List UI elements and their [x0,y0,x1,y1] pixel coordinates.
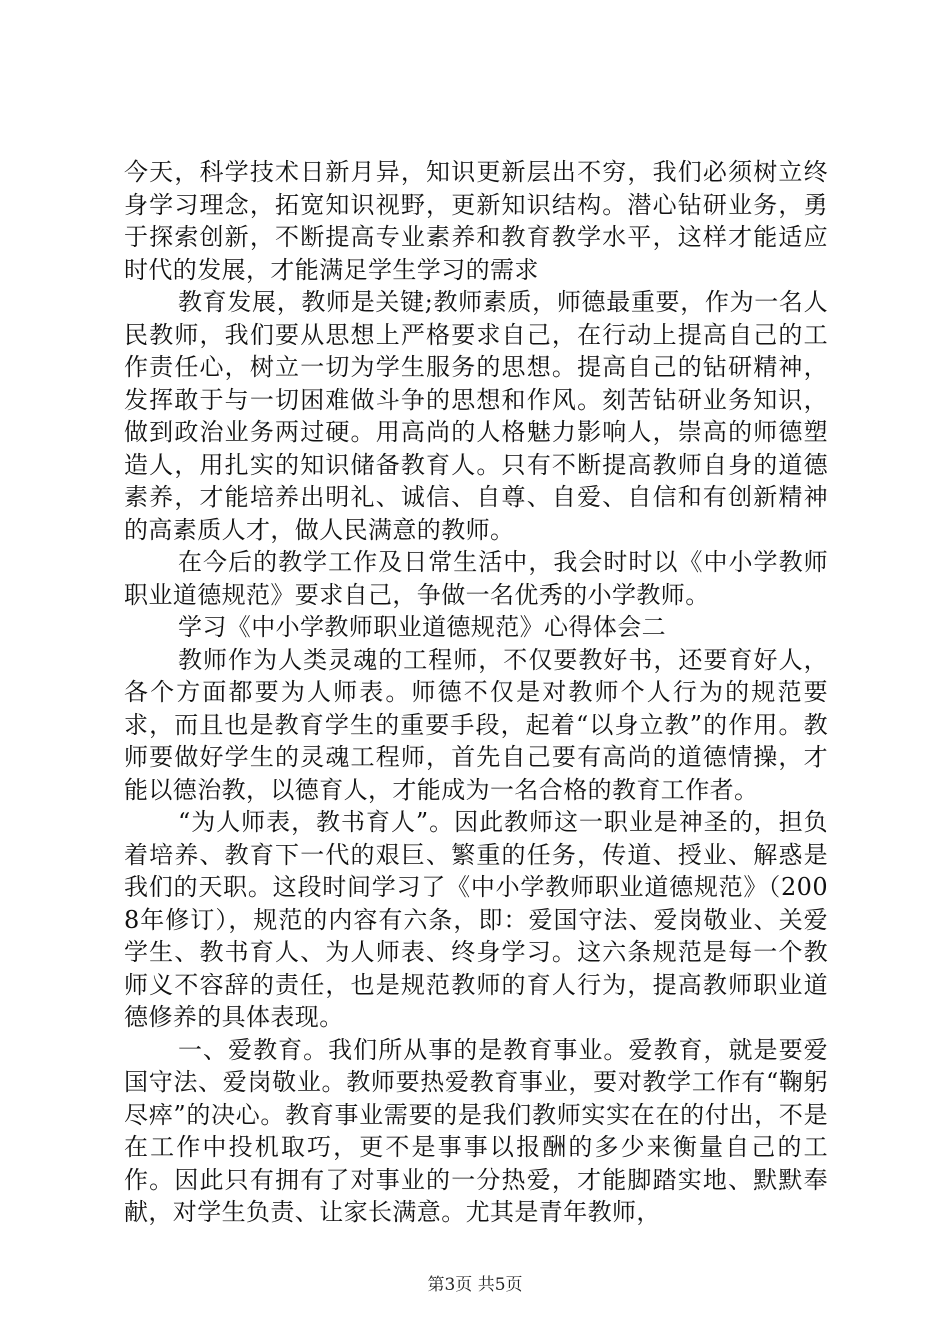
section-heading: 学习《中小学教师职业道德规范》心得体会二 [178,613,666,641]
paragraph-soul-engineer: 教师作为人类灵魂的工程师，不仅要教好书，还要育好人，各个方面都要为人师表。师德不仅是对教师个人行为的规范要求，而且也是教育学生的重要手段，起着“以身立教”的作用。教师要做好学生的灵魂工程师，首先自己要有高尚的道德情操，才能以德治教，以德育人，才能成为一名合格的教育工作者。 [124,645,828,804]
paragraph-continuation: 今天，科学技术日新月异，知识更新层出不穷，我们必须树立终身学习理念，拓宽知识视野，更新知识结构。潜心钻研业务，勇于探索创新，不断提高专业素养和教育教学水平，这样才能适应时代的发展，才能满足学生学习的需求 [124,158,828,284]
paragraph-teacher-ethics: 教育发展，教师是关键;教师素质，师德最重要，作为一名人民教师，我们要从思想上严格要求自己，在行动上提高自己的工作责任心，树立一切为学生服务的思想。提高自己的钻研精神，发挥敢于与一切困难做斗争的思想和作风。刻苦钻研业务知识，做到政治业务两过硬。用高尚的人格魅力影响人，崇高的师德塑造人，用扎实的知识储备教育人。只有不断提高教师自身的道德素养，才能培养出明礼、诚信、自尊、自爱、自信和有创新精神的高素质人才，做人民满意的教师。 [124,288,828,544]
page-number: 第3页 共5页 [427,1275,523,1295]
paragraph-love-education: 一、爱教育。我们所从事的是教育事业。爱教育，就是要爱国守法、爱岗敬业。教师要热爱教育事业，要对教学工作有“鞠躬尽瘁”的决心。教育事业需要的是我们教师实实在在的付出，不是在工作中投机取巧，更不是事事以报酬的多少来衡量自己的工作。因此只有拥有了对事业的一分热爱，才能脚踏实地、默默奉献，对学生负责、让家长满意。尤其是青年教师， [124,1035,828,1226]
page-footer [0,1274,950,1296]
paragraph-code-content: “为人师表，教书育人”。因此教师这一职业是神圣的，担负着培养、教育下一代的艰巨、繁重的任务，传道、授业、解惑是我们的天职。这段时间学习了《中小学教师职业道德规范》（2008年修订），规范的内容有六条，即：爱国守法、爱岗敬业、关爱学生、教书育人、为人师表、终身学习。这六条规范是每一个教师义不容辞的责任，也是规范教师的育人行为，提高教师职业道德修养的具体表现。 [124,808,828,1031]
paragraph-future-commitment: 在今后的教学工作及日常生活中，我会时时以《中小学教师职业道德规范》要求自己，争做一名优秀的小学教师。 [124,548,828,609]
document-body [124,156,828,1229]
